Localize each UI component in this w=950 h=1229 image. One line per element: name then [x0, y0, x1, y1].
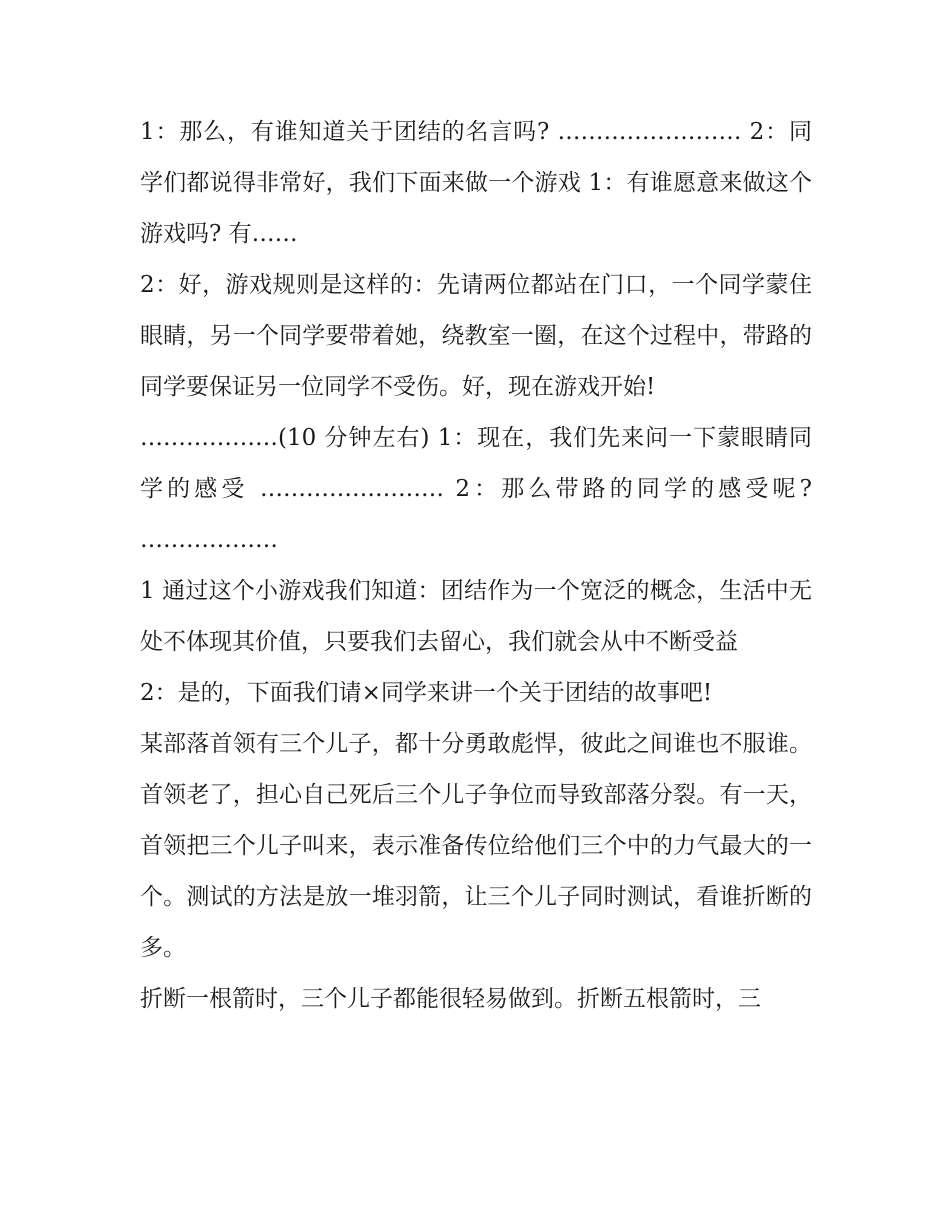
paragraph-6: 某部落首领有三个儿子，都十分勇敢彪悍，彼此之间谁也不服谁。首领老了，担心自己死后三个儿子争位而导致部落分裂。有一天，首领把三个儿子叫来，表示准备传位给他们三个中的力气最大的一个。测试的方法是放一堆羽箭，让三个儿子同时测试，看谁折断的多。 — [140, 731, 812, 961]
document-body — [140, 107, 812, 1025]
paragraph-2: 2：好，游戏规则是这样的：先请两位都站在门口，一个同学蒙住眼睛，另一个同学要带着她，绕教室一圈，在这个过程中，带路的同学要保证另一位同学不受伤。好，现在游戏开始! — [140, 272, 812, 400]
paragraph-5: 2：是的，下面我们请×同学来讲一个关于团结的故事吧! — [140, 680, 713, 706]
paragraph-1: 1：那么，有谁知道关于团结的名言吗? …………………… 2：同学们都说得非常好，我们下面来做一个游戏 1：有谁愿意来做这个游戏吗? 有…… — [140, 119, 812, 247]
paragraph-4: 1 通过这个小游戏我们知道：团结作为一个宽泛的概念，生活中无处不体现其价值，只要我们去留心，我们就会从中不断受益 — [140, 578, 812, 655]
paragraph-7: 折断一根箭时，三个儿子都能很轻易做到。折断五根箭时，三 — [140, 986, 761, 1012]
paragraph-3: ………………(10 分钟左右) 1：现在，我们先来问一下蒙眼睛同学的感受 …………………… 2：那么带路的同学的感受呢? ……………… — [140, 425, 812, 553]
